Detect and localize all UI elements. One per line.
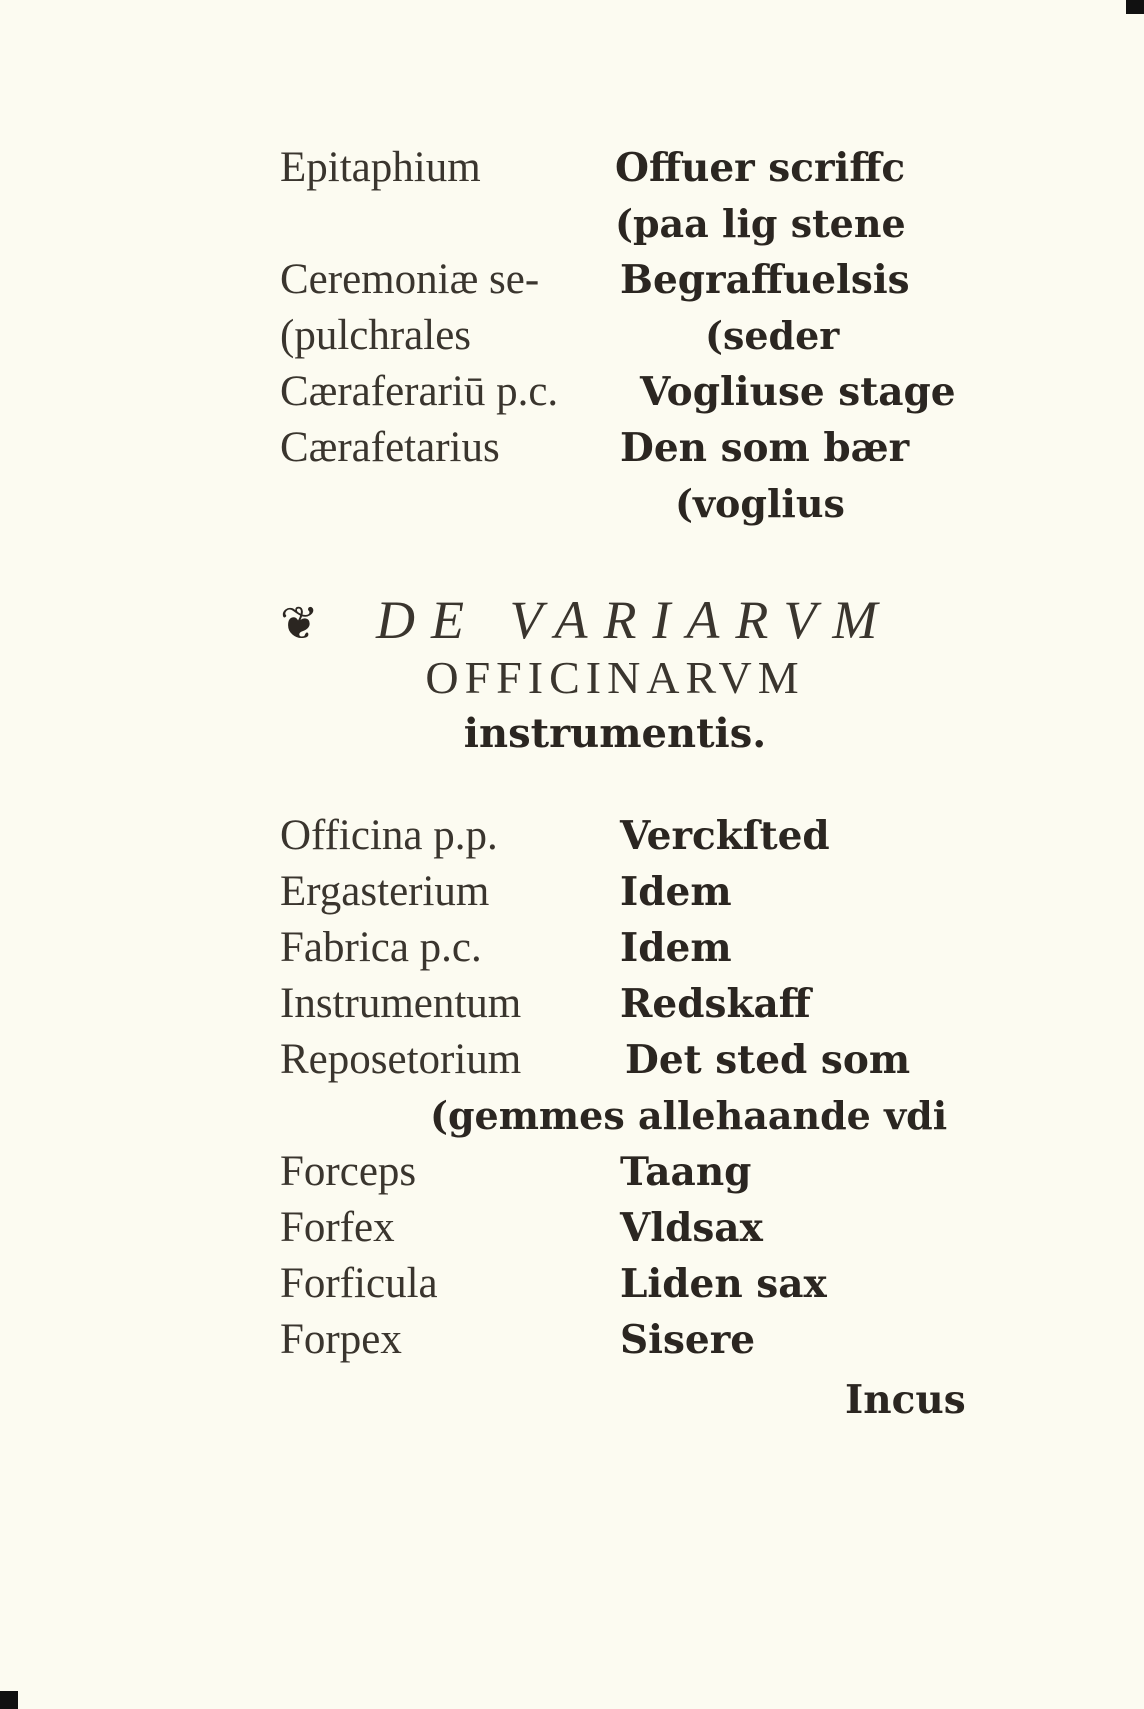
danish-term: Vogliuse stage [640,369,956,415]
danish-term: Sisere [620,1317,756,1363]
entry-row [280,1200,980,1256]
danish-term: Taang [620,1149,752,1195]
entry-row [280,364,980,420]
entry-row [280,252,980,308]
danish-continuation: (gemmes allehaande vdi [430,1093,948,1138]
entry-row [280,1312,980,1368]
section-heading [280,590,980,762]
latin-term: Cærafetarius [280,424,500,471]
heading-text-1: DE VARIARVM [376,590,894,650]
latin-term: Epitaphium [280,144,481,191]
danish-term: Den som bær [620,425,910,471]
latin-term: Forceps [280,1148,417,1195]
danish-term: Offuer scriffc [615,145,906,191]
entry-row [280,920,980,976]
danish-term: Redskaff [620,981,811,1027]
latin-term: Forficula [280,1260,438,1307]
heading-line-1 [280,590,980,650]
latin-term: Forfex [280,1204,395,1251]
danish-continuation: (seder [705,313,840,358]
latin-continuation: (pulchrales [280,312,472,359]
entry-row-continuation [280,1088,980,1144]
entry-row [280,976,980,1032]
danish-term: Liden sax [620,1261,827,1307]
latin-term: Ergasterium [280,868,490,915]
entry-row [280,420,980,476]
registration-mark-top [1126,0,1144,14]
latin-term: Officina p.p. [280,812,498,859]
entry-row [280,1032,980,1088]
entry-row [280,864,980,920]
danish-continuation: (paa lig stene [615,201,906,246]
section-workshop-tools [280,808,980,1368]
entry-row [280,808,980,864]
danish-term: Idem [620,925,732,971]
latin-term: Instrumentum [280,980,522,1027]
entry-row-continuation [280,476,980,532]
danish-term: Begraffuelsis [620,257,910,303]
danish-continuation: (voglius [675,481,845,526]
catchword: Incus [845,1377,966,1423]
entry-row [280,1256,980,1312]
heading-line-3: instrumentis. [463,710,767,757]
latin-term: Cæraferariū p.c. [280,368,559,415]
heading-line-2: OFFICINARVM [425,652,805,703]
entry-row [280,1144,980,1200]
danish-term: Verckſted [620,813,830,859]
entry-row [280,140,980,196]
entry-row-continuation [280,196,980,252]
section-burial-terms [280,140,980,532]
entry-row [280,308,980,364]
registration-mark-bottom [0,1691,18,1709]
latin-term: Ceremoniæ se- [280,256,540,303]
latin-term: Fabrica p.c. [280,924,482,971]
fleuron-icon: ❦ [280,598,319,649]
danish-term: Idem [620,869,732,915]
latin-term: Reposetorium [280,1036,522,1083]
latin-term: Forpex [280,1316,402,1363]
danish-term: Det sted som [625,1037,911,1083]
danish-term: Vldsax [620,1205,763,1251]
